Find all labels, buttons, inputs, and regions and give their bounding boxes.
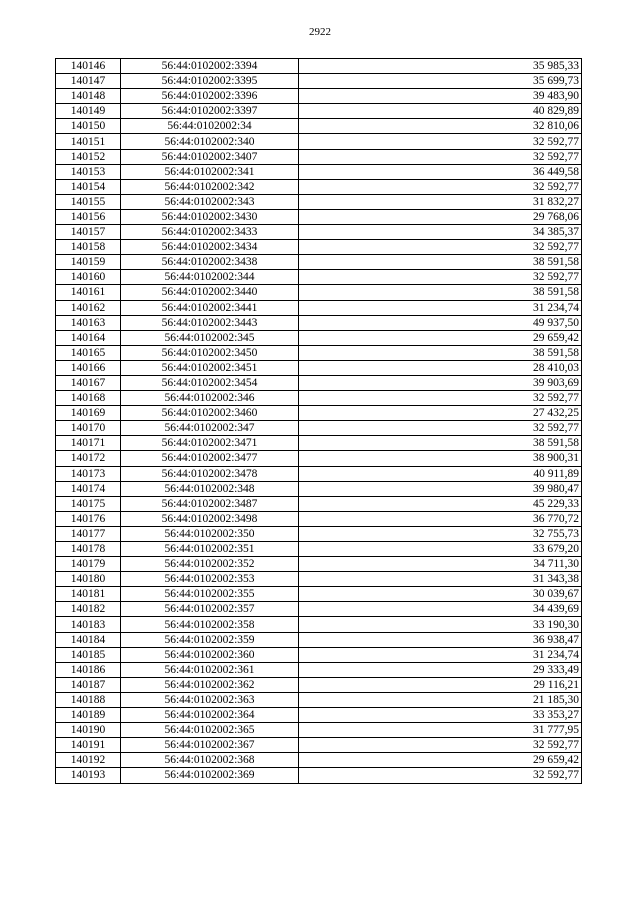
cadastral-value-cell: 38 591,58 xyxy=(299,436,582,451)
table-row xyxy=(56,134,582,149)
row-number-cell: 140192 xyxy=(56,753,121,768)
row-number-cell: 140186 xyxy=(56,662,121,677)
table-row xyxy=(56,391,582,406)
cadastral-value-cell: 35 699,73 xyxy=(299,74,582,89)
cadastral-value-cell: 32 592,77 xyxy=(299,240,582,255)
cadastral-value-cell: 40 829,89 xyxy=(299,104,582,119)
cadastral-number-cell: 56:44:0102002:357 xyxy=(121,602,299,617)
cadastral-value-cell: 31 234,74 xyxy=(299,300,582,315)
cadastral-number-cell: 56:44:0102002:359 xyxy=(121,632,299,647)
table-row xyxy=(56,300,582,315)
table-row xyxy=(56,270,582,285)
row-number-cell: 140161 xyxy=(56,285,121,300)
row-number-cell: 140146 xyxy=(56,59,121,74)
cadastral-number-cell: 56:44:0102002:365 xyxy=(121,723,299,738)
cadastral-value-cell: 33 353,27 xyxy=(299,708,582,723)
cadastral-number-cell: 56:44:0102002:3430 xyxy=(121,209,299,224)
row-number-cell: 140189 xyxy=(56,708,121,723)
cadastral-value-cell: 38 591,58 xyxy=(299,345,582,360)
cadastral-value-cell: 31 343,38 xyxy=(299,572,582,587)
cadastral-value-cell: 34 385,37 xyxy=(299,225,582,240)
table-row xyxy=(56,768,582,783)
row-number-cell: 140151 xyxy=(56,134,121,149)
table-row xyxy=(56,723,582,738)
cadastral-value-cell: 33 679,20 xyxy=(299,542,582,557)
cadastral-value-cell: 32 592,77 xyxy=(299,149,582,164)
cadastral-value-cell: 29 659,42 xyxy=(299,753,582,768)
cadastral-number-cell: 56:44:0102002:368 xyxy=(121,753,299,768)
row-number-cell: 140156 xyxy=(56,209,121,224)
cadastral-number-cell: 56:44:0102002:3487 xyxy=(121,496,299,511)
table-row xyxy=(56,708,582,723)
table-row xyxy=(56,677,582,692)
row-number-cell: 140190 xyxy=(56,723,121,738)
cadastral-number-cell: 56:44:0102002:364 xyxy=(121,708,299,723)
table-row xyxy=(56,526,582,541)
cadastral-value-cell: 29 768,06 xyxy=(299,209,582,224)
row-number-cell: 140147 xyxy=(56,74,121,89)
cadastral-number-cell: 56:44:0102002:3471 xyxy=(121,436,299,451)
cadastral-number-cell: 56:44:0102002:340 xyxy=(121,134,299,149)
cadastral-number-cell: 56:44:0102002:3443 xyxy=(121,315,299,330)
cadastral-value-cell: 40 911,89 xyxy=(299,466,582,481)
cadastral-value-cell: 21 185,30 xyxy=(299,692,582,707)
cadastral-value-cell: 32 592,77 xyxy=(299,391,582,406)
cadastral-value-cell: 38 591,58 xyxy=(299,255,582,270)
cadastral-number-cell: 56:44:0102002:342 xyxy=(121,179,299,194)
cadastral-number-cell: 56:44:0102002:3450 xyxy=(121,345,299,360)
cadastral-number-cell: 56:44:0102002:3498 xyxy=(121,511,299,526)
table-row xyxy=(56,74,582,89)
cadastral-value-cell: 29 116,21 xyxy=(299,677,582,692)
cadastral-number-cell: 56:44:0102002:3451 xyxy=(121,360,299,375)
row-number-cell: 140163 xyxy=(56,315,121,330)
cadastral-number-cell: 56:44:0102002:3434 xyxy=(121,240,299,255)
cadastral-number-cell: 56:44:0102002:369 xyxy=(121,768,299,783)
cadastral-value-cell: 34 711,30 xyxy=(299,557,582,572)
cadastral-value-cell: 31 777,95 xyxy=(299,723,582,738)
row-number-cell: 140157 xyxy=(56,225,121,240)
page-number: 2922 xyxy=(309,26,331,38)
cadastral-number-cell: 56:44:0102002:355 xyxy=(121,587,299,602)
row-number-cell: 140166 xyxy=(56,360,121,375)
cadastral-number-cell: 56:44:0102002:352 xyxy=(121,557,299,572)
cadastral-number-cell: 56:44:0102002:350 xyxy=(121,526,299,541)
cadastral-number-cell: 56:44:0102002:34 xyxy=(121,119,299,134)
table-row xyxy=(56,89,582,104)
table-row xyxy=(56,360,582,375)
row-number-cell: 140183 xyxy=(56,617,121,632)
row-number-cell: 140177 xyxy=(56,526,121,541)
table-row xyxy=(56,511,582,526)
cadastral-number-cell: 56:44:0102002:3395 xyxy=(121,74,299,89)
row-number-cell: 140179 xyxy=(56,557,121,572)
table-row xyxy=(56,285,582,300)
row-number-cell: 140153 xyxy=(56,164,121,179)
row-number-cell: 140178 xyxy=(56,542,121,557)
cadastral-number-cell: 56:44:0102002:347 xyxy=(121,421,299,436)
row-number-cell: 140182 xyxy=(56,602,121,617)
row-number-cell: 140172 xyxy=(56,451,121,466)
cadastral-number-cell: 56:44:0102002:360 xyxy=(121,647,299,662)
row-number-cell: 140149 xyxy=(56,104,121,119)
table-body xyxy=(56,59,582,784)
table-row xyxy=(56,421,582,436)
cadastral-value-cell: 32 592,77 xyxy=(299,768,582,783)
row-number-cell: 140175 xyxy=(56,496,121,511)
cadastral-number-cell: 56:44:0102002:358 xyxy=(121,617,299,632)
table-row xyxy=(56,632,582,647)
row-number-cell: 140181 xyxy=(56,587,121,602)
cadastral-value-cell: 32 592,77 xyxy=(299,179,582,194)
table-row xyxy=(56,602,582,617)
row-number-cell: 140174 xyxy=(56,481,121,496)
table-row xyxy=(56,466,582,481)
row-number-cell: 140193 xyxy=(56,768,121,783)
cadastral-number-cell: 56:44:0102002:3407 xyxy=(121,149,299,164)
cadastral-value-cell: 34 439,69 xyxy=(299,602,582,617)
table-row xyxy=(56,209,582,224)
cadastral-number-cell: 56:44:0102002:3396 xyxy=(121,89,299,104)
table-row xyxy=(56,542,582,557)
cadastral-value-cell: 39 903,69 xyxy=(299,375,582,390)
cadastral-number-cell: 56:44:0102002:3440 xyxy=(121,285,299,300)
cadastral-value-cell: 32 810,06 xyxy=(299,119,582,134)
table-row xyxy=(56,662,582,677)
row-number-cell: 140148 xyxy=(56,89,121,104)
cadastral-number-cell: 56:44:0102002:351 xyxy=(121,542,299,557)
cadastral-number-cell: 56:44:0102002:3460 xyxy=(121,406,299,421)
table-row xyxy=(56,451,582,466)
cadastral-value-table xyxy=(55,58,582,784)
table-row xyxy=(56,496,582,511)
cadastral-value-cell: 32 755,73 xyxy=(299,526,582,541)
cadastral-value-cell: 38 591,58 xyxy=(299,285,582,300)
table-row xyxy=(56,738,582,753)
table-row xyxy=(56,692,582,707)
cadastral-value-cell: 33 190,30 xyxy=(299,617,582,632)
row-number-cell: 140160 xyxy=(56,270,121,285)
table-row xyxy=(56,119,582,134)
table-row xyxy=(56,179,582,194)
table-row xyxy=(56,255,582,270)
table-row xyxy=(56,375,582,390)
cadastral-value-cell: 29 333,49 xyxy=(299,662,582,677)
cadastral-number-cell: 56:44:0102002:3433 xyxy=(121,225,299,240)
cadastral-value-cell: 39 980,47 xyxy=(299,481,582,496)
row-number-cell: 140159 xyxy=(56,255,121,270)
cadastral-number-cell: 56:44:0102002:3478 xyxy=(121,466,299,481)
cadastral-value-cell: 32 592,77 xyxy=(299,270,582,285)
cadastral-value-cell: 32 592,77 xyxy=(299,738,582,753)
row-number-cell: 140158 xyxy=(56,240,121,255)
cadastral-value-cell: 36 938,47 xyxy=(299,632,582,647)
table-row xyxy=(56,240,582,255)
cadastral-number-cell: 56:44:0102002:344 xyxy=(121,270,299,285)
cadastral-number-cell: 56:44:0102002:343 xyxy=(121,194,299,209)
row-number-cell: 140173 xyxy=(56,466,121,481)
row-number-cell: 140169 xyxy=(56,406,121,421)
cadastral-number-cell: 56:44:0102002:345 xyxy=(121,330,299,345)
cadastral-number-cell: 56:44:0102002:3454 xyxy=(121,375,299,390)
row-number-cell: 140168 xyxy=(56,391,121,406)
table-row xyxy=(56,617,582,632)
cadastral-number-cell: 56:44:0102002:367 xyxy=(121,738,299,753)
table-row xyxy=(56,330,582,345)
cadastral-number-cell: 56:44:0102002:341 xyxy=(121,164,299,179)
table-row xyxy=(56,164,582,179)
table-row xyxy=(56,436,582,451)
cadastral-value-cell: 29 659,42 xyxy=(299,330,582,345)
row-number-cell: 140154 xyxy=(56,179,121,194)
table-row xyxy=(56,557,582,572)
row-number-cell: 140152 xyxy=(56,149,121,164)
cadastral-number-cell: 56:44:0102002:3394 xyxy=(121,59,299,74)
table-row xyxy=(56,572,582,587)
row-number-cell: 140171 xyxy=(56,436,121,451)
row-number-cell: 140185 xyxy=(56,647,121,662)
row-number-cell: 140162 xyxy=(56,300,121,315)
cadastral-value-cell: 38 900,31 xyxy=(299,451,582,466)
cadastral-value-cell: 39 483,90 xyxy=(299,89,582,104)
cadastral-value-cell: 31 832,27 xyxy=(299,194,582,209)
table-row xyxy=(56,406,582,421)
cadastral-number-cell: 56:44:0102002:348 xyxy=(121,481,299,496)
row-number-cell: 140165 xyxy=(56,345,121,360)
cadastral-value-cell: 49 937,50 xyxy=(299,315,582,330)
row-number-cell: 140180 xyxy=(56,572,121,587)
cadastral-value-cell: 30 039,67 xyxy=(299,587,582,602)
cadastral-number-cell: 56:44:0102002:353 xyxy=(121,572,299,587)
table-row xyxy=(56,345,582,360)
table-row xyxy=(56,647,582,662)
cadastral-number-cell: 56:44:0102002:3438 xyxy=(121,255,299,270)
cadastral-number-cell: 56:44:0102002:3397 xyxy=(121,104,299,119)
row-number-cell: 140191 xyxy=(56,738,121,753)
table-row xyxy=(56,315,582,330)
table-row xyxy=(56,59,582,74)
table-row xyxy=(56,481,582,496)
row-number-cell: 140167 xyxy=(56,375,121,390)
row-number-cell: 140176 xyxy=(56,511,121,526)
cadastral-number-cell: 56:44:0102002:3477 xyxy=(121,451,299,466)
cadastral-value-cell: 32 592,77 xyxy=(299,134,582,149)
cadastral-number-cell: 56:44:0102002:362 xyxy=(121,677,299,692)
table-row xyxy=(56,104,582,119)
row-number-cell: 140155 xyxy=(56,194,121,209)
table-row xyxy=(56,587,582,602)
cadastral-number-cell: 56:44:0102002:363 xyxy=(121,692,299,707)
table-row xyxy=(56,753,582,768)
table-row xyxy=(56,149,582,164)
cadastral-value-cell: 27 432,25 xyxy=(299,406,582,421)
cadastral-value-cell: 31 234,74 xyxy=(299,647,582,662)
cadastral-number-cell: 56:44:0102002:3441 xyxy=(121,300,299,315)
row-number-cell: 140164 xyxy=(56,330,121,345)
cadastral-value-cell: 36 770,72 xyxy=(299,511,582,526)
cadastral-value-cell: 32 592,77 xyxy=(299,421,582,436)
table-row xyxy=(56,225,582,240)
table-row xyxy=(56,194,582,209)
cadastral-number-cell: 56:44:0102002:361 xyxy=(121,662,299,677)
row-number-cell: 140187 xyxy=(56,677,121,692)
cadastral-number-cell: 56:44:0102002:346 xyxy=(121,391,299,406)
cadastral-value-cell: 45 229,33 xyxy=(299,496,582,511)
cadastral-value-cell: 35 985,33 xyxy=(299,59,582,74)
row-number-cell: 140150 xyxy=(56,119,121,134)
cadastral-value-cell: 28 410,03 xyxy=(299,360,582,375)
row-number-cell: 140188 xyxy=(56,692,121,707)
cadastral-value-cell: 36 449,58 xyxy=(299,164,582,179)
row-number-cell: 140184 xyxy=(56,632,121,647)
row-number-cell: 140170 xyxy=(56,421,121,436)
